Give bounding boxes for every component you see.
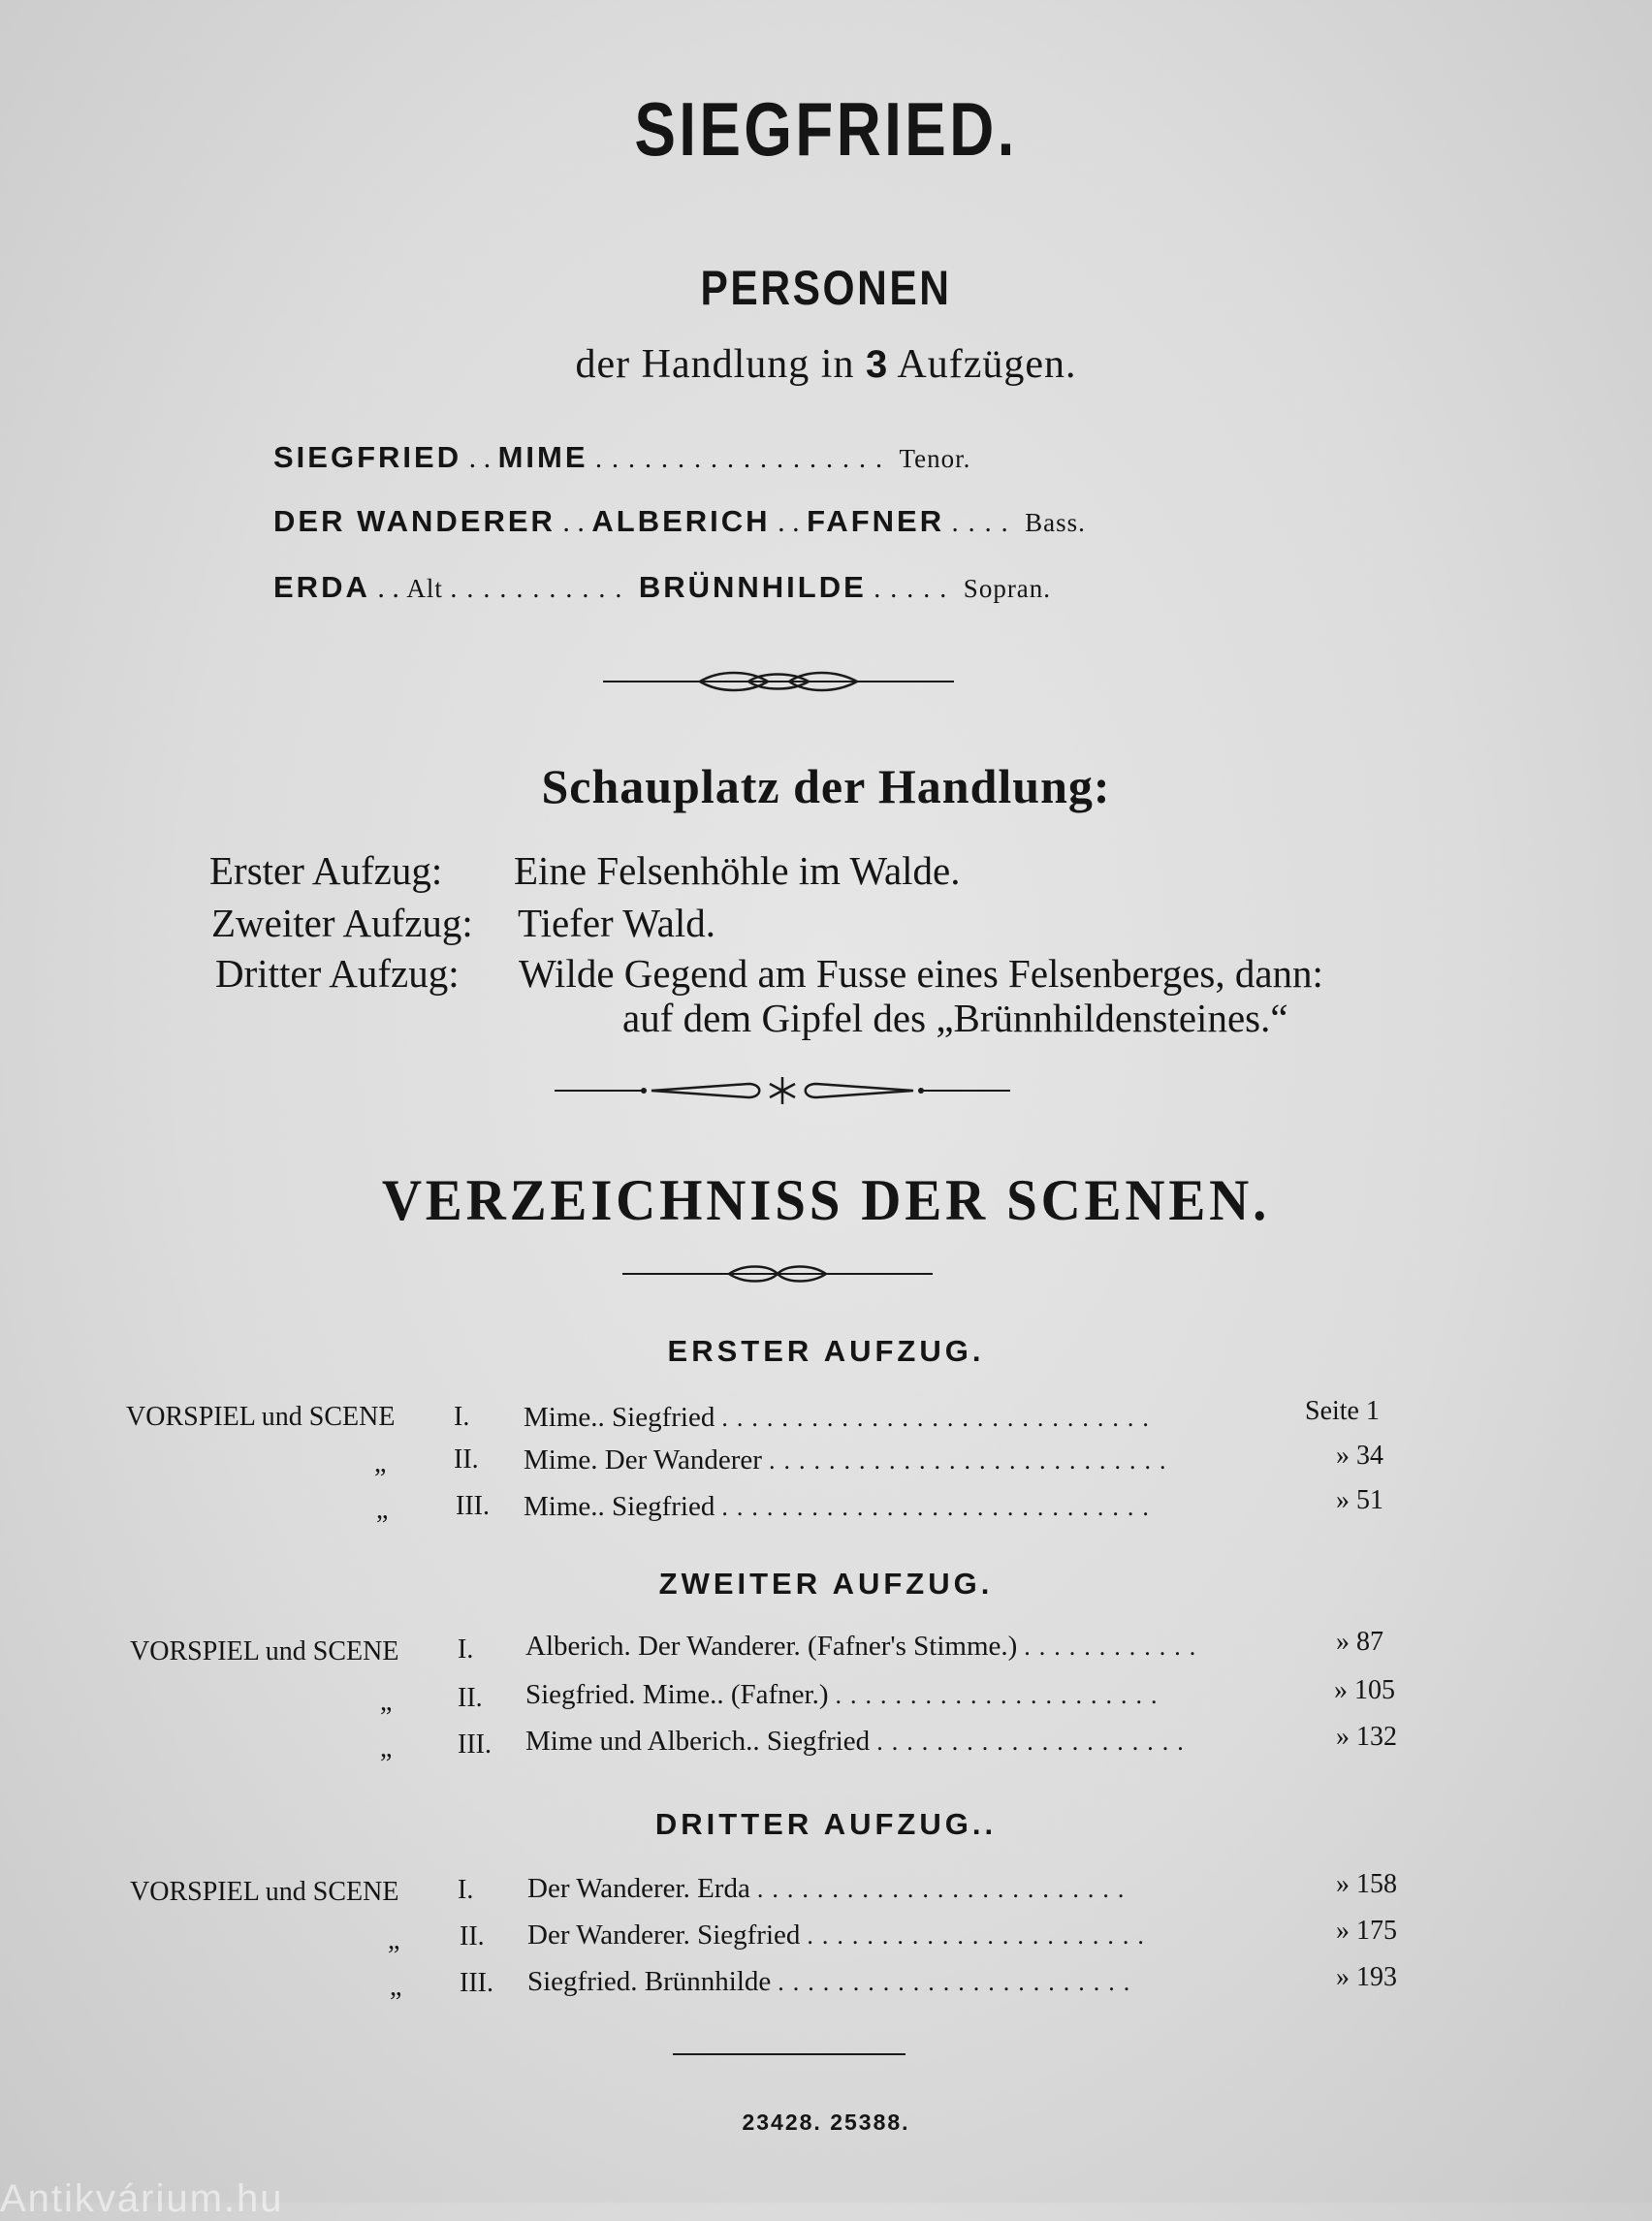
act2-setting-label: Zweiter Aufzug: <box>211 901 473 945</box>
role-wanderer: DER WANDERER <box>273 504 556 538</box>
scene-description: Alberich. Der Wanderer. (Fafner's Stimme.) <box>525 1631 1018 1662</box>
act2-setting-text: Tiefer Wald. <box>518 901 715 945</box>
scene-page: » 132 <box>1336 1722 1397 1752</box>
scene-number: III. <box>456 1491 490 1521</box>
scene-prefix: „ <box>376 1495 389 1525</box>
act3-setting-label: Dritter Aufzug: <box>215 951 460 996</box>
scene-description: Siegfried. Mime.. (Fafner.) <box>525 1679 829 1710</box>
scene-description: Mime und Alberich.. Siegfried <box>525 1726 871 1757</box>
role-brunnhilde: BRÜNNHILDE <box>638 570 867 604</box>
scene-page: » 105 <box>1334 1675 1395 1705</box>
scene-entry <box>527 1920 1153 1951</box>
voice-sopran: Sopran. <box>963 574 1052 603</box>
scene-prefix: „ <box>380 1733 393 1763</box>
subtitle-pre: der Handlung in <box>575 342 866 387</box>
cast-leader: ........... <box>450 574 632 604</box>
scene-entry <box>527 1966 1138 1998</box>
scene-number: III. <box>458 1729 492 1760</box>
cast-row-1 <box>273 440 970 475</box>
scene-number: III. <box>460 1968 493 1998</box>
scene-prefix: „ <box>380 1687 393 1717</box>
scene-number: I. <box>454 1402 470 1432</box>
act1-setting-label: Erster Aufzug: <box>209 848 443 893</box>
subtitle-number: 3 <box>865 343 889 386</box>
scene-number: II. <box>460 1921 485 1951</box>
scene-leader: ..................... <box>876 1728 1192 1756</box>
cast-sep: . . <box>562 506 585 538</box>
scene-number: I. <box>458 1634 474 1665</box>
scene-entry <box>527 1873 1132 1905</box>
scene-page: Seite 1 <box>1305 1396 1380 1426</box>
scene-leader: ...................... <box>835 1681 1166 1709</box>
cast-row-2 <box>273 504 1086 539</box>
scene-page: » 193 <box>1336 1962 1397 1992</box>
act3-setting-text: Wilde Gegend am Fusse eines Felsenberges, dann: <box>519 951 1323 996</box>
voice-bass: Bass. <box>1025 508 1086 537</box>
scene-leader: ........................ <box>778 1968 1139 1996</box>
scene-leader: ............ <box>1024 1633 1205 1661</box>
voice-tenor: Tenor. <box>899 444 971 473</box>
scene-leader: ......................... <box>756 1875 1133 1903</box>
bottom-rule <box>673 2053 905 2055</box>
cast-sep: . . <box>377 572 399 604</box>
scene-number: II. <box>454 1444 479 1475</box>
scene-leader: ............................. <box>721 1404 1158 1432</box>
scene-entry <box>525 1679 1165 1711</box>
role-erda: ERDA <box>273 570 370 604</box>
role-siegfried: SIEGFRIED <box>273 440 462 474</box>
act-3-title: DRITTER AUFZUG.. <box>654 1807 998 1841</box>
act1-setting-text: Eine Felsenhöhle im Walde. <box>514 848 961 893</box>
ornament-divider-icon <box>603 665 954 698</box>
cast-leader: .... <box>951 508 1018 538</box>
scene-leader: ....................... <box>807 1921 1153 1950</box>
scene-entry <box>524 1402 1158 1434</box>
scene-page: » 175 <box>1336 1916 1397 1946</box>
personen-subtitle <box>0 341 1652 388</box>
scene-prefix: „ <box>374 1448 387 1478</box>
plate-numbers: 23428. 25388. <box>742 2110 910 2135</box>
voice-alt: Alt <box>406 574 443 603</box>
cast-sep: . . <box>468 442 492 474</box>
scene-description: Mime.. Siegfried <box>524 1491 715 1522</box>
ornament-divider-icon <box>622 1260 933 1287</box>
scene-description: Der Wanderer. Erda <box>527 1873 750 1904</box>
role-mime: MIME <box>497 440 588 474</box>
scene-entry <box>524 1444 1174 1476</box>
cast-leader: .................. <box>595 444 893 474</box>
scene-number: II. <box>458 1683 483 1713</box>
scene-description: Mime. Der Wanderer <box>524 1444 762 1475</box>
scene-leader: ........................... <box>768 1446 1175 1475</box>
verzeichnis-heading: VERZEICHNISS DER SCENEN. <box>381 1168 1271 1232</box>
star-ornament-icon <box>555 1074 1010 1107</box>
scene-description: Der Wanderer. Siegfried <box>527 1920 801 1951</box>
scene-prefix: VORSPIEL und SCENE <box>130 1877 399 1907</box>
role-alberich: ALBERICH <box>591 504 771 538</box>
scene-prefix: VORSPIEL und SCENE <box>130 1636 399 1666</box>
scene-entry <box>525 1726 1192 1758</box>
scene-number: I. <box>458 1875 474 1905</box>
scene-prefix: VORSPIEL und SCENE <box>126 1402 396 1432</box>
act-2-title: ZWEITER AUFZUG. <box>658 1567 994 1601</box>
scene-prefix: „ <box>390 1972 402 2002</box>
scene-leader: ............................. <box>721 1493 1158 1521</box>
scene-page: » 87 <box>1336 1627 1383 1657</box>
scene-description: Mime.. Siegfried <box>524 1402 715 1433</box>
subtitle-post: Aufzügen. <box>888 342 1077 387</box>
scene-prefix: „ <box>388 1925 400 1955</box>
scene-description: Siegfried. Brünnhilde <box>527 1966 772 1997</box>
scene-entry <box>524 1491 1158 1523</box>
scene-page: » 51 <box>1336 1485 1383 1515</box>
watermark: Antikvárium.hu <box>0 2177 284 2220</box>
cast-sep: . . <box>778 506 800 538</box>
work-title: SIEGFRIED. <box>634 86 1018 172</box>
role-fafner: FAFNER <box>807 504 945 538</box>
cast-row-3 <box>273 570 1051 605</box>
schauplatz-heading: Schauplatz der Handlung: <box>541 759 1111 813</box>
act-1-title: ERSTER AUFZUG. <box>667 1334 985 1368</box>
cast-leader: ..... <box>874 574 957 604</box>
scene-entry <box>525 1631 1204 1663</box>
scene-page: » 34 <box>1336 1441 1383 1471</box>
scene-page: » 158 <box>1336 1869 1397 1899</box>
act3-setting-text-2: auf dem Gipfel des „Brünnhildensteines.“ <box>622 996 1288 1040</box>
personen-heading: PERSONEN <box>700 261 952 315</box>
